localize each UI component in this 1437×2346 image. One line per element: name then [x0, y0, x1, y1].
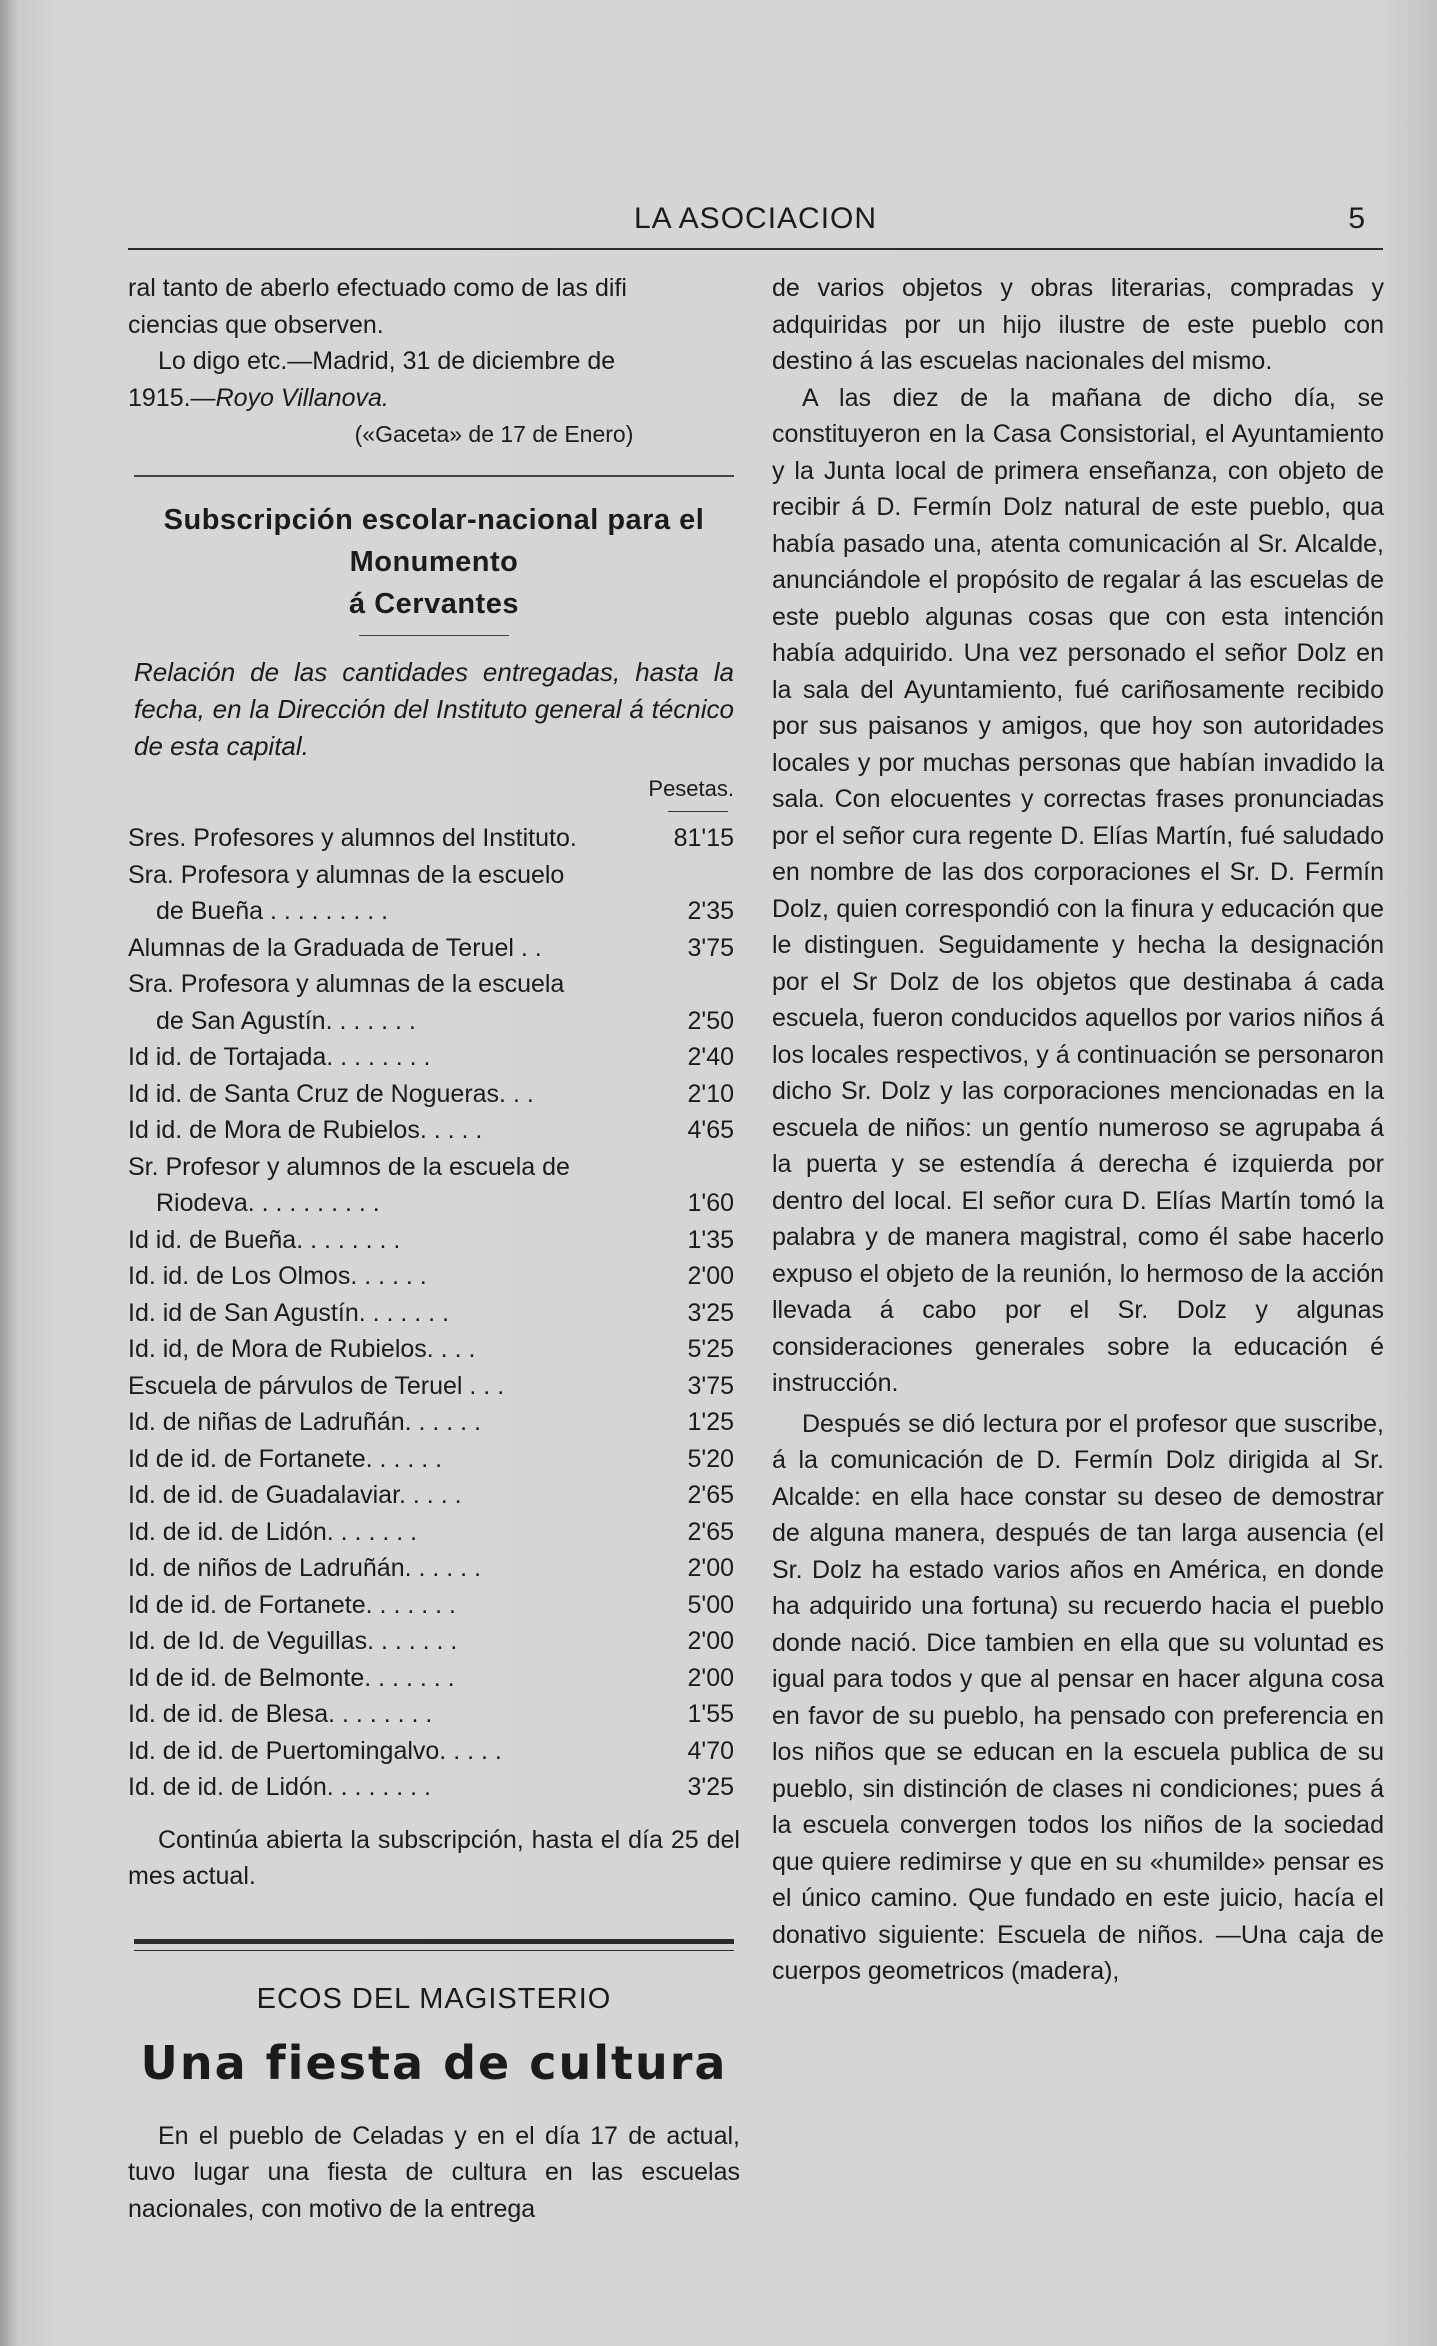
- entry-label: Id de id. de Fortanete. . . . . .: [128, 1444, 443, 1473]
- entry-label: Id. de niñas de Ladruñán. . . . . .: [128, 1408, 482, 1436]
- entry-label: Id. id, de Mora de Rubielos. . . .: [128, 1335, 476, 1363]
- entry-label: de San Agustín. . . . . . .: [156, 1006, 416, 1035]
- entry-label: Id id. de Mora de Rubielos. . . . .: [128, 1116, 483, 1144]
- subscription-entry: [128, 857, 740, 894]
- entry-label: Id. de id. de Lidón. . . . . . . .: [128, 1773, 431, 1801]
- separator-rule: [134, 475, 734, 477]
- subscription-entry: [128, 1696, 740, 1733]
- subscription-entry: [128, 1003, 740, 1040]
- right-para-2: A las diez de la mañana de dicho día, se constituyeron en la Casa Consistorial, el Ayuntamiento y la Junta local de primera enseñanza, con objeto de recibir á D. Fermín Dolz natural de este pueblo, qua había pasado una, atenta comunicación al Sr. Alcalde, anunciándole el propósito de regalar á las escuelas de este pueblo algunas cosas que con esta intención había adquirido. Una vez personado el señor Dolz en la sala del Ayuntamiento, fué cariñosamente recibido por sus paisanos y amigos, que hoy son autoridades locales y por muchas personas que habían invadido la sala. Con elocuentes y correctas frases pronunciadas por el señor cura regente D. Elías Martín, fué saludado en nombre de las dos corporaciones el Sr. D. Fermín Dolz, quien correspondió con la finura y educación que le distinguen. Seguidamente y hecha la designación por el Sr Dolz de los objetos que destinaba á cada escuela, fueron conducidos aquellos por varios niños á los locales respectivos, y á continuación se personaron dicho Sr. Dolz y las corporaciones mencionadas en la escuela de niños: un gentío numeroso se agrupaba á la puerta y se estendía á derecha é izquierda por dentro del local. El señor cura D. Elías Martín tomó la palabra y de manera magistral, como él sabe hacerlo expuso el objeto de la reunión, lo hermoso de la acción llevada á cabo por el Sr. Dolz y algunas consideraciones generales sobre la educación é instrucción.: [772, 383, 1384, 1397]
- page-header: [128, 196, 1383, 250]
- subscription-entry: [128, 1514, 740, 1551]
- entry-amount: 2'50: [687, 1006, 734, 1035]
- subscription-entry: [128, 1660, 740, 1697]
- entry-amount: 1'25: [687, 1408, 734, 1436]
- entry-amount: 2'65: [687, 1517, 734, 1546]
- entry-label: Id. de id. de Lidón. . . . . . .: [128, 1517, 418, 1546]
- heading-line-2: á Cervantes: [349, 587, 519, 620]
- page-number: 5: [1348, 202, 1365, 235]
- entry-label: Id. de niños de Ladruñán. . . . . .: [128, 1554, 482, 1582]
- entry-amount: 2'00: [687, 1627, 734, 1655]
- entry-label: Id id. de Tortajada. . . . . . . .: [128, 1043, 431, 1071]
- subscription-entry: [128, 1258, 740, 1295]
- right-column: [772, 270, 1384, 1990]
- entry-label: Sres. Profesores y alumnos del Instituto.: [128, 824, 577, 852]
- entry-amount: 2'35: [687, 897, 734, 925]
- closing-signature: [128, 380, 740, 417]
- entry-amount: 4'70: [687, 1736, 734, 1765]
- closing-year: 1915.—: [128, 383, 216, 412]
- subscription-subheading: Relación de las cantidades entregadas, hasta la fecha, en la Dirección del Instituto general á técnico de esta capital.: [134, 656, 734, 761]
- entry-label: Alumnas de la Graduada de Teruel . .: [128, 933, 542, 962]
- entry-label: Id. de id. de Guadalaviar. . . . .: [128, 1481, 462, 1509]
- subscription-entry: [128, 1222, 740, 1259]
- subscription-entry: [128, 1039, 740, 1076]
- left-column: [128, 270, 740, 2227]
- entry-amount: 1'55: [687, 1700, 734, 1728]
- entry-label: Id. de id. de Puertomingalvo. . . . .: [128, 1736, 502, 1765]
- subscription-entry: [128, 1733, 740, 1770]
- entry-amount: 4'65: [687, 1116, 734, 1144]
- subscription-entry: [128, 1404, 740, 1441]
- subscription-entry: [128, 966, 740, 1003]
- subscription-continua: Continúa abierta la subscripción, hasta el día 25 del mes actual.: [128, 1825, 740, 1890]
- entry-amount: 1'35: [687, 1225, 734, 1254]
- entry-amount: 2'00: [687, 1663, 734, 1692]
- subscription-entry: [128, 1076, 740, 1113]
- entry-amount: 2'00: [687, 1262, 734, 1290]
- entry-amount: 2'00: [687, 1554, 734, 1582]
- article-start: En el pueblo de Celadas y en el día 17 de actual, tuvo lugar una fiesta de cultura en las escuelas nacionales, con motivo de la entrega: [128, 2121, 740, 2223]
- entry-label: Sra. Profesora y alumnas de la escuela: [128, 970, 565, 998]
- subscription-entry: [128, 1441, 740, 1478]
- entry-amount: 2'65: [687, 1481, 734, 1509]
- entry-label: de Bueña . . . . . . . . .: [156, 897, 389, 925]
- subscription-entry: [128, 1769, 740, 1806]
- entry-amount: 3'25: [687, 1773, 734, 1801]
- entry-label: Id id. de Santa Cruz de Nogueras. . .: [128, 1079, 534, 1108]
- subscription-entry: [128, 1295, 740, 1332]
- entry-label: Sr. Profesor y alumnos de la escuela de: [128, 1152, 570, 1181]
- heading-underline: [359, 635, 509, 636]
- subscription-entry: [128, 1185, 740, 1222]
- entry-amount: 81'15: [673, 824, 734, 852]
- subscription-entry: [128, 1550, 740, 1587]
- entry-amount: 5'20: [687, 1444, 734, 1473]
- entry-amount: 3'75: [687, 1371, 734, 1400]
- intro-line-1: ral tanto de aberlo efectuado como de las difi: [128, 274, 627, 302]
- entry-label: Id id. de Bueña. . . . . . . .: [128, 1225, 401, 1254]
- entry-amount: 3'75: [687, 933, 734, 962]
- subscription-heading: [128, 499, 740, 625]
- entry-label: Id. de id. de Blesa. . . . . . . .: [128, 1700, 433, 1728]
- entry-amount: 5'00: [687, 1590, 734, 1619]
- subscription-entry: [128, 820, 740, 857]
- heading-line-1: Subscripción escolar-nacional para el Monumento: [163, 503, 705, 578]
- entry-label: Id. de Id. de Veguillas. . . . . . .: [128, 1627, 458, 1655]
- subscription-entry: [128, 1477, 740, 1514]
- source-line: («Gaceta» de 17 de Enero): [354, 421, 634, 447]
- article-title: Una fiesta de cultura: [140, 2036, 728, 2090]
- currency-label: Pesetas.: [648, 775, 734, 801]
- subscription-entry: [128, 1623, 740, 1660]
- publication-title: LA ASOCIACION: [633, 202, 878, 235]
- entry-label: Riodeva. . . . . . . . . .: [156, 1189, 380, 1217]
- closing-line: Lo digo etc.—Madrid, 31 de diciembre de: [158, 347, 616, 375]
- entry-label: Id de id. de Belmonte. . . . . . .: [128, 1663, 455, 1692]
- entry-label: Sra. Profesora y alumnas de la escuelo: [128, 860, 565, 889]
- section-title: ECOS DEL MAGISTERIO: [256, 1982, 612, 2015]
- subscription-entry: [128, 1331, 740, 1368]
- entry-label: Id. id. de Los Olmos. . . . . .: [128, 1262, 427, 1290]
- entry-amount: 2'40: [687, 1043, 734, 1071]
- subscription-entry: [128, 893, 740, 930]
- right-para-3: Después se dió lectura por el profesor que suscribe, á la comunicación de D. Fermín Dolz dirigida al Sr. Alcalde: en ella hace constar su deseo de demostrar de alguna manera, después de tan larga ausencia (el Sr. Dolz ha estado varios años en América, en donde ha adquirido una fortuna) su recuerdo hacia el pueblo donde nació. Dice tambien en ella que su voluntad es igual para todos y que al pensar en hacer alguna cosa en favor de su pueblo, ha pensado con preferencia en los niños que se educan en la escuela publica de su pueblo, sin distinción de clases ni condiciones; pues á la escuela convergen todos los niños de la sociedad que quiere redimirse y que en su «humilde» pensar es el único camino. Que fundado en este juicio, hacía el donativo siguiente: Escuela de niños. —Una caja de cuerpos geometricos (madera),: [772, 1409, 1384, 1985]
- entry-label: Id. id de San Agustín. . . . . . .: [128, 1298, 450, 1327]
- entry-label: Id de id. de Fortanete. . . . . . .: [128, 1590, 456, 1619]
- closing-signer: Royo Villanova.: [215, 383, 389, 412]
- subscription-entry: [128, 1368, 740, 1405]
- intro-line-2: ciencias que observen.: [128, 310, 384, 339]
- entry-amount: 1'60: [687, 1189, 734, 1217]
- entry-amount: 5'25: [687, 1335, 734, 1363]
- subscription-entry: [128, 1587, 740, 1624]
- currency-rule: [668, 811, 728, 812]
- subscription-entry: [128, 1149, 740, 1186]
- section-thin-rule: [134, 1950, 734, 1951]
- entry-amount: 3'25: [687, 1298, 734, 1327]
- right-para-1: de varios objetos y obras literarias, compradas y adquiridas por un hijo ilustre de este pueblo con destino á las escuelas nacionales del mismo.: [772, 274, 1384, 375]
- section-thick-rule: [134, 1939, 734, 1944]
- entry-label: Escuela de párvulos de Teruel . . .: [128, 1371, 505, 1400]
- entry-amount: 2'10: [687, 1079, 734, 1108]
- subscription-list: [128, 820, 740, 1806]
- subscription-entry: [128, 930, 740, 967]
- subscription-entry: [128, 1112, 740, 1149]
